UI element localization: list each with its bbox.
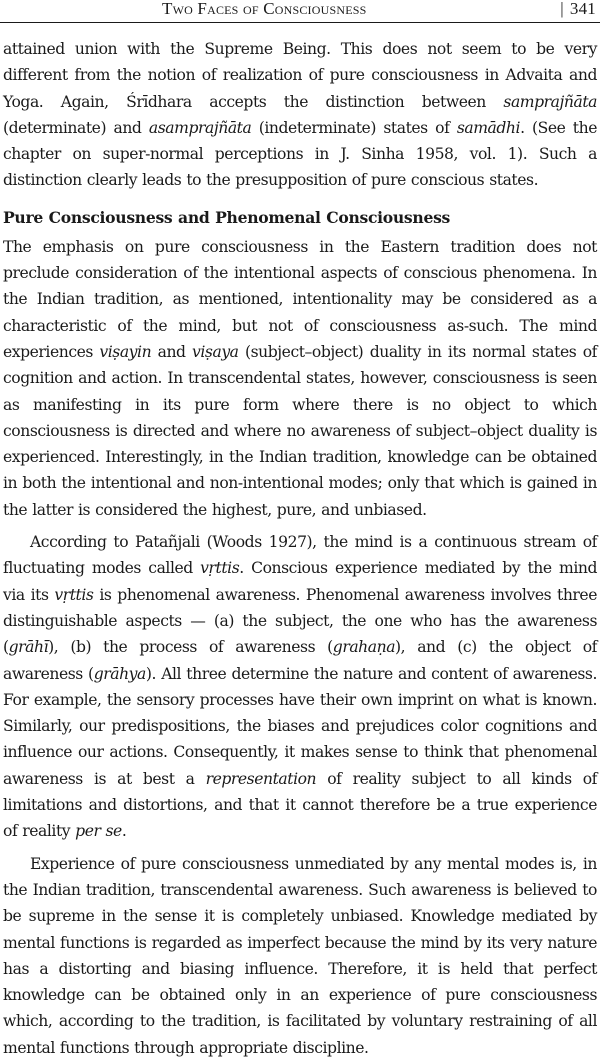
paragraph-3 [3, 529, 597, 845]
paragraph-1-text: (determinate) and [3, 118, 149, 137]
paragraph-3-text: ), and (c) the object of awareness ( [3, 638, 597, 683]
paragraph-1-text: . (See the chapter on super-normal perceptions in J. Sinha 1958, vol. 1). Such a distinction clearly leads to the presupposition of pure conscious states. [3, 118, 597, 190]
term-grahi: grāhī [8, 638, 49, 657]
paragraph-1-text: attained union with the Supreme Being. This does not seem to be very different from the notion of realization of pure consciousness in Advaita and Yoga. Again, Śrīdhara accepts the distinction between [3, 40, 597, 111]
paragraph-3-text: of reality subject to all kinds of limitations and distortions, and that it cannot therefore be a true experience of reality [3, 769, 597, 841]
paragraph-3-text: . [121, 822, 127, 841]
running-title: Two Faces of Consciousness [162, 0, 367, 18]
term-vrttis: vṛttis [54, 585, 94, 604]
term-grahya: grāhya [93, 664, 146, 683]
term-samadhi: samādhi [456, 118, 521, 137]
term-representation: representation [205, 769, 317, 788]
paragraph-1-text: (indeterminate) states of [251, 118, 457, 137]
paragraph-4 [3, 851, 597, 1061]
paragraph-1 [3, 36, 597, 194]
term-per-se: per se [75, 822, 122, 841]
paragraph-3-text: According to Patañjali (Woods 1927), the mind is a continuous stream of fluctuating modes called [3, 533, 597, 578]
paragraph-2-text: and [151, 342, 193, 361]
paragraph-3-text: ). All three determine the nature and content of awareness. For example, the sensory processes have their own imprint on what is known. Similarly, our predispositions, the biases and prejudices color cognitions and influence our actions. Consequently, it makes sense to think that phenomenal awareness is at best a [3, 664, 597, 788]
page-folio [560, 0, 596, 18]
body-text [3, 36, 597, 1061]
paragraph-4-text: Experience of pure consciousness unmediated by any mental modes is, in the Indian tradition, transcendental awareness. Such awareness is believed to be supreme in the sense it is completely unbiased. Knowledge mediated by mental functions is regarded as imperfect because the mind by its very nature has a distorting and biasing influence. Therefore, it is held that perfect knowledge can be obtained only in an experience of pure consciousness which, according to the tradition, is facilitated by voluntary restraining of all mental functions through appropriate discipline. [3, 854, 597, 1057]
running-head [0, 0, 600, 23]
paragraph-3-text: is phenomenal awareness. Phenomenal awareness involves three distinguishable aspects — (a) the subject, the one who has the awareness ( [3, 585, 597, 657]
folio-separator: | [560, 0, 564, 18]
term-samprajnata: samprajñāta [503, 92, 597, 111]
term-grahana: grahaṇa [332, 638, 396, 657]
paragraph-2-text: (subject–object) duality in its normal states of cognition and action. In transcendental states, however, consciousness is seen as manifesting in its pure form where there is no object to which consciousness is directed and where no awareness of subject–object duality is experienced. Interestingly, in the Indian tradition, knowledge can be obtained in both the intentional and non-intentional modes; only that which is gained in the latter is considered the highest, pure, and unbiased. [3, 342, 597, 519]
paragraph-2-text: The emphasis on pure consciousness in the Eastern tradition does not preclude consideration of the intentional aspects of conscious phenomena. In the Indian tradition, as mentioned, intentionality may be considered as a characteristic of the mind, but not of consciousness as-such. The mind experiences [3, 237, 597, 361]
page-number: 341 [569, 0, 596, 18]
section-heading: Pure Consciousness and Phenomenal Consciousness [3, 207, 451, 227]
term-visayin: viṣayin [99, 342, 152, 361]
term-vrttis: vṛttis [200, 559, 240, 578]
paragraph-3-text: . Conscious experience mediated by the mind via its [3, 559, 597, 604]
paragraph-2 [3, 234, 597, 523]
term-asamprajnata: asamprajñāta [148, 118, 252, 137]
term-visaya: viṣaya [192, 342, 239, 361]
paragraph-3-text: ), (b) the process of awareness ( [48, 638, 333, 657]
